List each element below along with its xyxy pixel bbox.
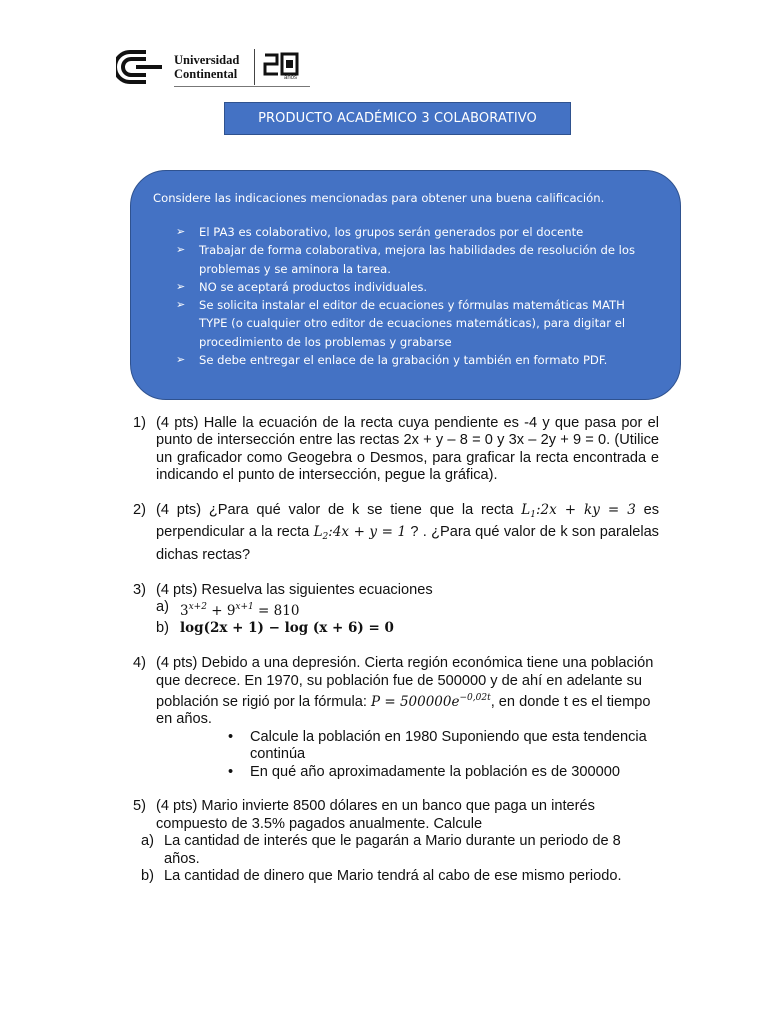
- continental-logo-icon: [116, 49, 164, 85]
- question-3: [133, 582, 659, 599]
- question-3a: a) $3^{x+2} + 9^{x+1} = 810$: [156, 599, 300, 620]
- logo-underline: [174, 86, 310, 87]
- arrow-bullet-icon: ➢: [176, 225, 186, 238]
- questions: [133, 415, 659, 886]
- instructions-list: [176, 223, 656, 369]
- instruction-item: ➢ Se solicita instalar el editor de ecuaciones y fórmulas matemáticas MATH TYPE (o cualquier otro editor de ecuaciones matemáticas), para digitar el procedimiento de los problemas y grabarse: [176, 298, 626, 349]
- instructions-panel: [130, 170, 681, 400]
- question-4-bullet: • En qué año aproximadamente la población es de 300000: [228, 763, 620, 780]
- university-logo: [116, 47, 312, 89]
- logo-line-1: Universidad: [174, 53, 240, 67]
- line-l2-equation: $L_2:4x + y = 1$: [313, 524, 407, 543]
- arrow-bullet-icon: ➢: [176, 353, 186, 367]
- question-text: (4 pts) Mario invierte 8500 dólares en un banco que paga un interés compuesto de 3.5% pagados anualmente. Calcule: [156, 798, 595, 832]
- question-number: 1): [133, 415, 146, 431]
- arrow-bullet-icon: ➢: [176, 243, 186, 257]
- bullet-dot-icon: •: [228, 728, 234, 745]
- instruction-item: ➢ El PA3 es colaborativo, los grupos serán generados por el docente: [176, 223, 656, 241]
- logo-divider: [254, 49, 255, 85]
- arrow-bullet-icon: ➢: [176, 279, 186, 293]
- population-formula: $P = 500000e^{-0,02t}$: [370, 693, 491, 711]
- question-text: (4 pts) Resuelva las siguientes ecuaciones: [156, 581, 433, 598]
- question-4: 4) (4 pts) Debido a una depresión. Cierta región económica tiene una población que decrece. En 1970, su población fue de 500000 y de ahí en adelante su población se rigió por la fórmula: $P = 500000e^{-0,02t}$, en donde t es el tiempo en años.: [133, 655, 654, 728]
- bullet-dot-icon: •: [228, 763, 234, 780]
- logo-line-2: Continental: [174, 67, 238, 81]
- question-1: [133, 415, 659, 485]
- question-5: [133, 798, 659, 833]
- question-2: 2) (4 pts) ¿Para qué valor de k se tiene que la recta $L_1:2x$ + ky = 3 es perpendicular a la recta $L_2:4x + y = 1$ ? . ¿Para qué valor de k son paralelas dichas rectas?: [133, 502, 660, 563]
- line-l1-equation: $L_1:2x$ + ky = 3: [521, 502, 636, 521]
- arrow-bullet-icon: ➢: [176, 298, 186, 312]
- equation-a: $3^{x+2} + 9^{x+1} = 810$: [180, 602, 300, 620]
- instructions-intro: Considere las indicaciones mencionadas para obtener una buena calificación.: [153, 191, 605, 205]
- instruction-item: ➢ Se debe entregar el enlace de la grabación y también en formato PDF.: [176, 351, 656, 369]
- question-text: (4 pts) Halle la ecuación de la recta cuya pendiente es -4 y que pasa por el punto de intersección entre las rectas 2x + y – 8 = 0 y 3x – 2y + 9 = 0. (Utilice un graficador como Geogebra o Desmos, para graficar la recta encontrada e indicando el punto de intersección, pegue la gráfica).: [156, 415, 659, 484]
- question-5b: b) La cantidad de dinero que Mario tendrá al cabo de ese mismo periodo.: [141, 868, 622, 885]
- instruction-item: ➢ Trabajar de forma colaborativa, mejora las habilidades de resolución de los problemas y se aminora la tarea.: [176, 243, 635, 276]
- logo-text: [174, 53, 239, 81]
- question-3b: b) log(2x + 1) − log (x + 6) = 0: [156, 620, 394, 637]
- question-4-bullet: • Calcule la población en 1980 Suponiendo que esta tendencia continúa: [228, 728, 647, 763]
- question-number: 4): [133, 655, 146, 672]
- question-5a: a) La cantidad de interés que le pagarán a Mario durante un periodo de 8 años.: [141, 833, 621, 867]
- question-number: 5): [133, 798, 146, 815]
- equation-b: log(2x + 1) − log (x + 6) = 0: [180, 620, 394, 637]
- question-number: 2): [133, 502, 146, 519]
- document-title: PRODUCTO ACADÉMICO 3 COLABORATIVO: [224, 102, 571, 135]
- question-number: 3): [133, 581, 146, 598]
- logo-anos: años: [284, 75, 298, 81]
- instruction-item: ➢ NO se aceptará productos individuales.: [176, 278, 656, 296]
